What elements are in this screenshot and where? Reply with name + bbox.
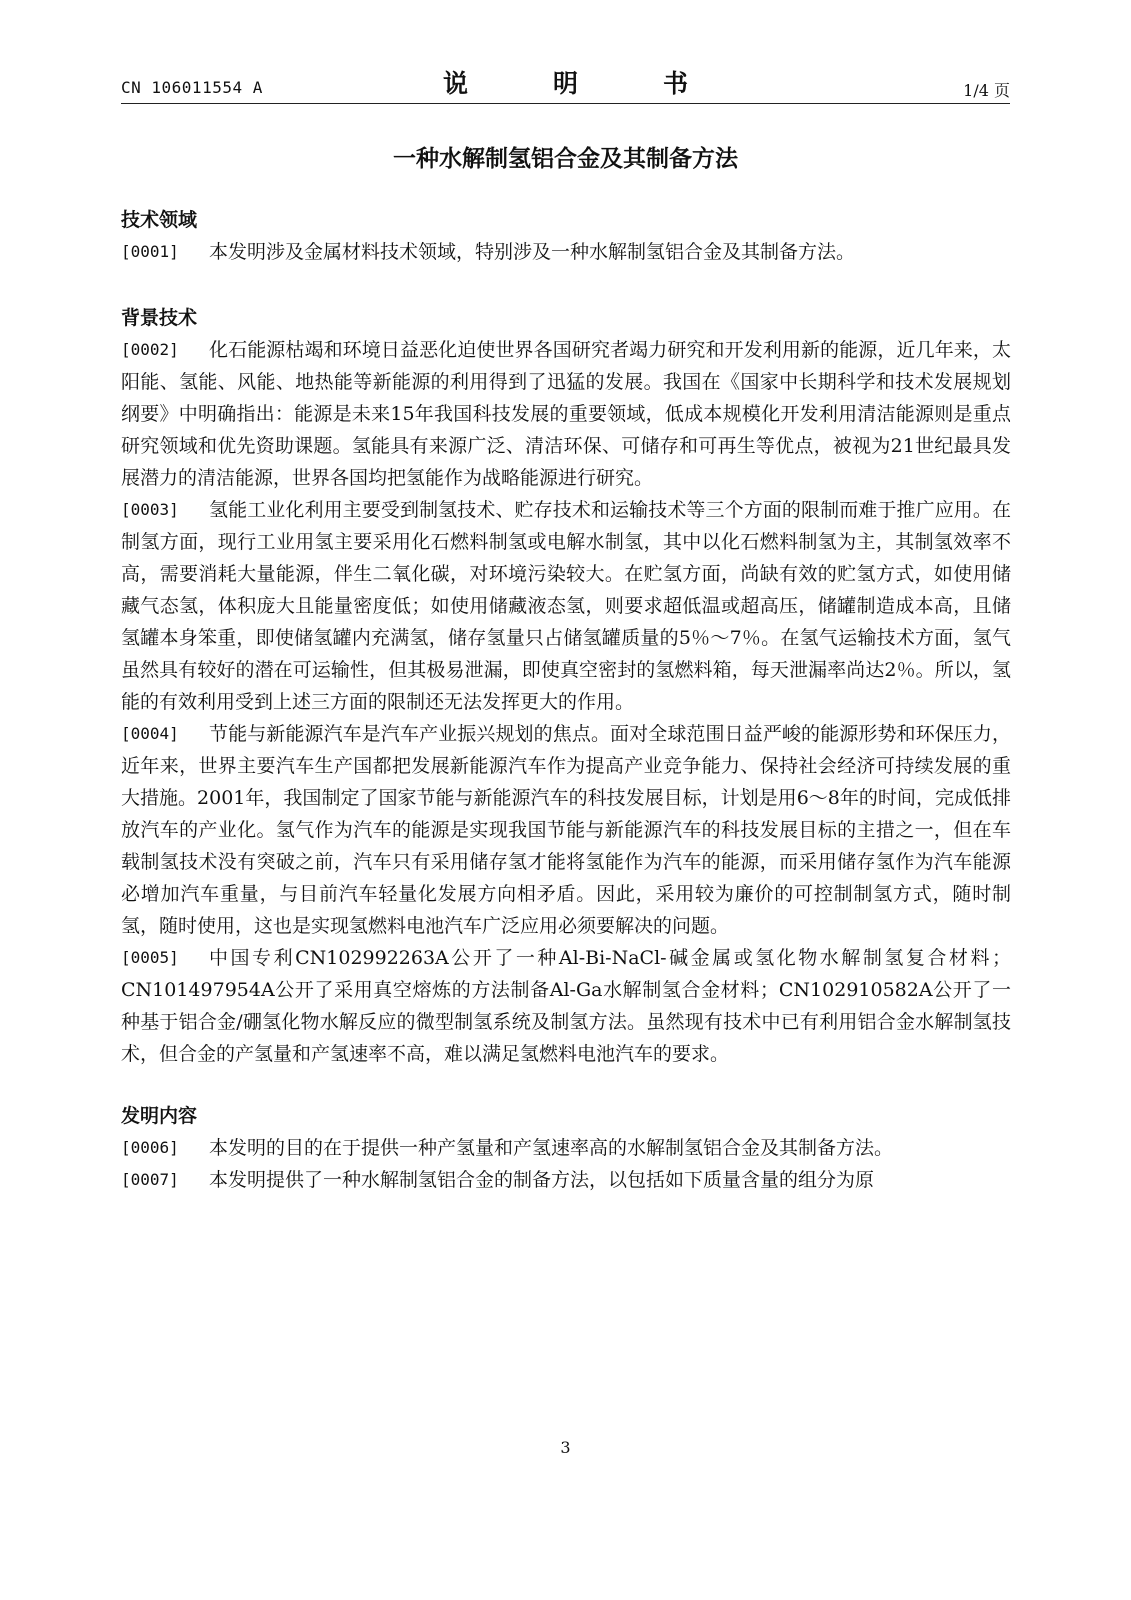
paragraph-text: 节能与新能源汽车是汽车产业振兴规划的焦点。面对全球范围日益严峻的能源形势和环保压力，近年来，世界主要汽车生产国都把发展新能源汽车作为提高产业竞争能力、保持社会经济可持续发展的重大措施。2001年，我国制定了国家节能与新能源汽车的科技发展目标，计划是用6～8年的时间，完成低排放汽车的产业化。氢气作为汽车的能源是实现我国节能与新能源汽车的科技发展目标的主措之一，但在车载制氢技术没有突破之前，汽车只有采用储存氢才能将氢能作为汽车的能源，而采用储存氢作为汽车能源必增加汽车重量，与目前汽车轻量化发展方向相矛盾。因此，采用较为廉价的可控制制氢方式，随时制氢，随时使用，这也是实现氢燃料电池汽车广泛应用必须要解决的问题。	[121, 723, 1011, 937]
paragraph-0003	[121, 494, 1011, 718]
paragraph-number: [0007]	[121, 1170, 179, 1189]
paragraph-number: [0001]	[121, 242, 179, 261]
section-heading-background: 背景技术	[121, 307, 198, 329]
document-type-heading: 说 明 书	[442, 69, 718, 98]
section-heading-invention: 发明内容	[121, 1105, 198, 1127]
paragraph-0001	[121, 236, 1011, 268]
paragraph-text: 本发明涉及金属材料技术领域，特别涉及一种水解制氢铝合金及其制备方法。	[209, 241, 856, 263]
paragraph-text: 本发明提供了一种水解制氢铝合金的制备方法，以包括如下质量含量的组分为原	[209, 1169, 875, 1191]
header-rule	[121, 103, 1010, 104]
paragraph-text: 化石能源枯竭和环境日益恶化迫使世界各国研究者竭力研究和开发利用新的能源，近几年来，太阳能、氢能、风能、地热能等新能源的利用得到了迅猛的发展。我国在《国家中长期科学和技术发展规划纲要》中明确指出：能源是未来15年我国科技发展的重要领域，低成本规模化开发利用清洁能源则是重点研究领域和优先资助课题。氢能具有来源广泛、清洁环保、可储存和可再生等优点，被视为21世纪最具发展潜力的清洁能源，世界各国均把氢能作为战略能源进行研究。	[121, 339, 1011, 489]
document-body	[121, 204, 1011, 1196]
paragraph-text: 本发明的目的在于提供一种产氢量和产氢速率高的水解制氢铝合金及其制备方法。	[209, 1137, 894, 1159]
paragraph-0005	[121, 942, 1011, 1070]
paragraph-number: [0006]	[121, 1138, 179, 1157]
section-spacer	[121, 1070, 1011, 1100]
paragraph-number: [0002]	[121, 340, 179, 359]
page-indicator: 1/4 页	[963, 81, 1010, 100]
paragraph-number: [0005]	[121, 948, 179, 967]
section-heading-tech-field: 技术领域	[121, 209, 198, 231]
page-header	[121, 62, 1010, 102]
paragraph-0002	[121, 334, 1011, 494]
paragraph-0007	[121, 1164, 1011, 1196]
paragraph-text: 中国专利CN102992263A公开了一种Al-Bi-NaCl-碱金属或氢化物水解制氢复合材料；CN101497954A公开了采用真空熔炼的方法制备Al-Ga水解制氢合金材料；CN102910582A公开了一种基于铝合金/硼氢化物水解反应的微型制氢系统及制氢方法。虽然现有技术中已有利用铝合金水解制氢技术，但合金的产氢量和产氢速率不高，难以满足氢燃料电池汽车的要求。	[121, 947, 1011, 1065]
paragraph-0006	[121, 1132, 1011, 1164]
paragraph-number: [0003]	[121, 500, 179, 519]
page-number: 3	[560, 1438, 571, 1457]
section-spacer	[121, 268, 1011, 302]
paragraph-number: [0004]	[121, 724, 179, 743]
paragraph-text: 氢能工业化利用主要受到制氢技术、贮存技术和运输技术等三个方面的限制而难于推广应用。在制氢方面，现行工业用氢主要采用化石燃料制氢或电解水制氢，其中以化石燃料制氢为主，其制氢效率不高，需要消耗大量能源，伴生二氧化碳，对环境污染较大。在贮氢方面，尚缺有效的贮氢方式，如使用储藏气态氢，体积庞大且能量密度低；如使用储藏液态氢，则要求超低温或超高压，储罐制造成本高，且储氢罐本身笨重，即使储氢罐内充满氢，储存氢量只占储氢罐质量的5％～7％。在氢气运输技术方面，氢气虽然具有较好的潜在可运输性，但其极易泄漏，即使真空密封的氢燃料箱，每天泄漏率尚达2％。所以，氢能的有效利用受到上述三方面的限制还无法发挥更大的作用。	[121, 499, 1011, 713]
paragraph-0004	[121, 718, 1011, 942]
invention-title: 一种水解制氢铝合金及其制备方法	[393, 146, 738, 172]
patent-number: CN 106011554 A	[121, 78, 263, 97]
